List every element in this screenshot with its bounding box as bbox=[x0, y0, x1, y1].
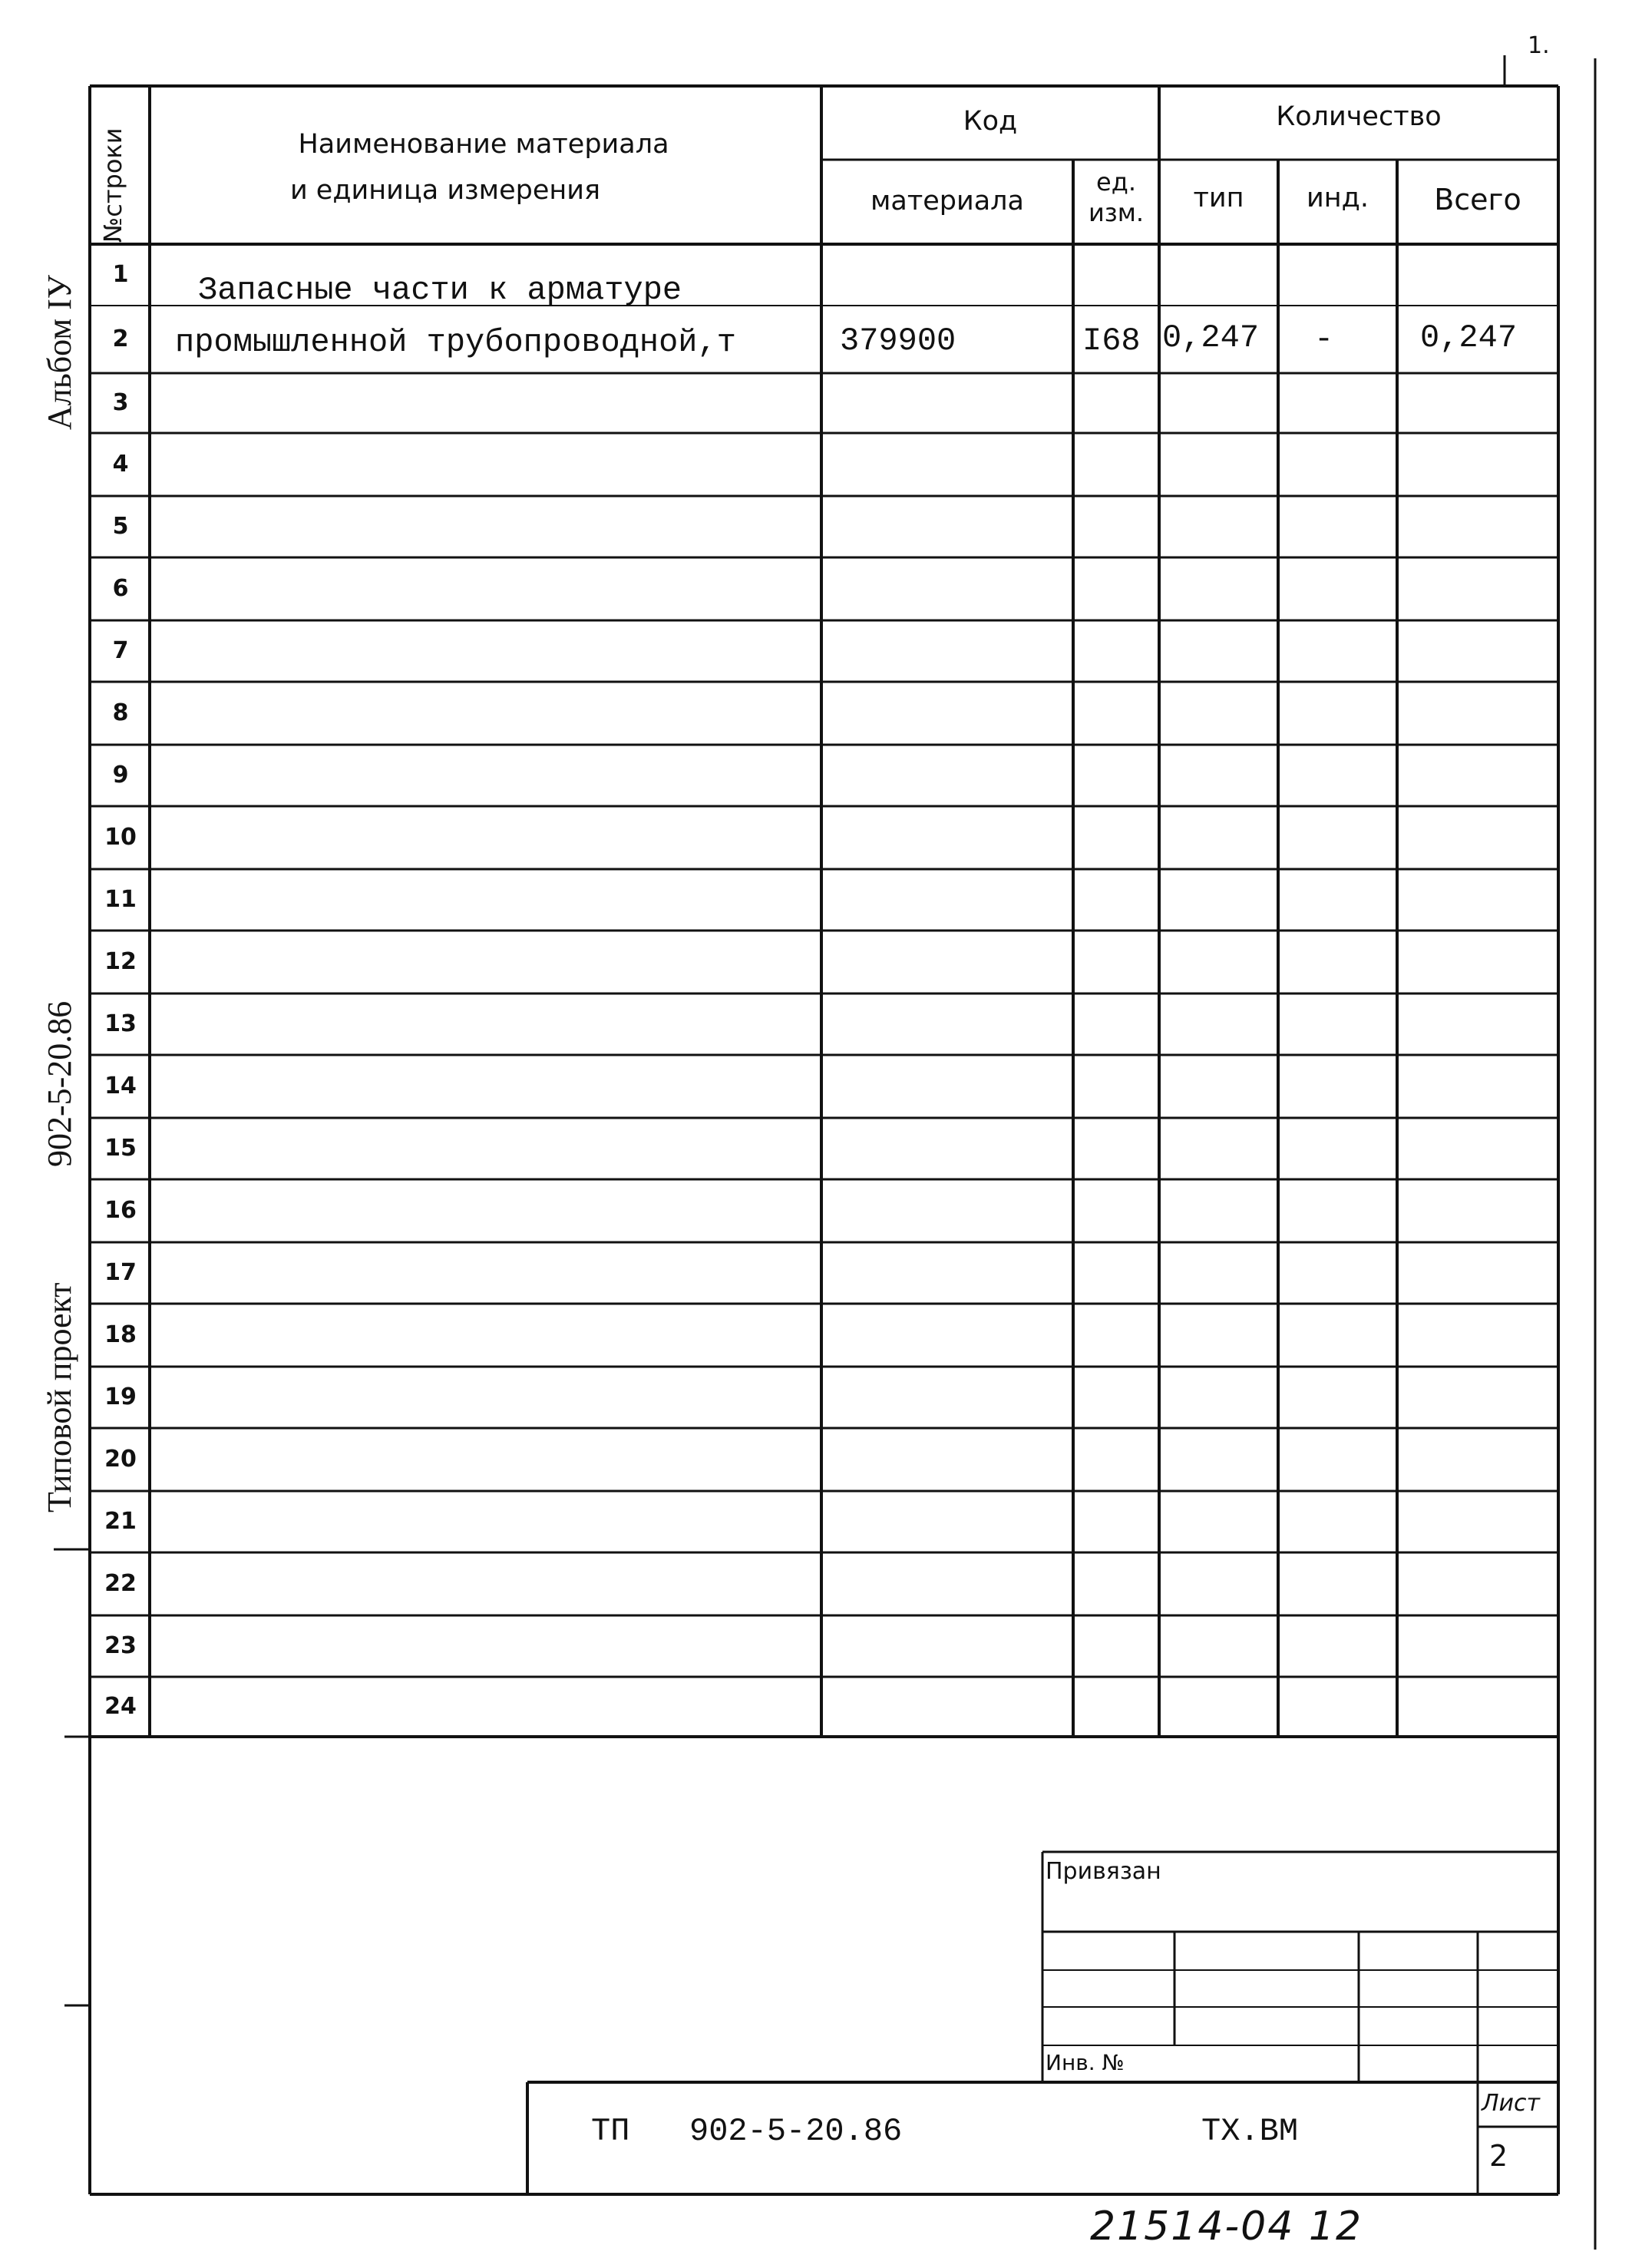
doc-mark: ТХ.ВМ bbox=[1201, 2113, 1299, 2150]
material-code-header: материала bbox=[870, 186, 1024, 217]
row-number: 19 bbox=[104, 1384, 137, 1410]
name-header-sub: и единица измерения bbox=[289, 175, 601, 206]
row-number: 12 bbox=[104, 948, 137, 975]
row-number: 13 bbox=[104, 1010, 137, 1037]
entry-total-qty: 0,247 bbox=[1420, 319, 1518, 356]
row-number: 4 bbox=[112, 451, 129, 478]
entry-name-line1: Запасные части к арматуре bbox=[198, 272, 682, 309]
row-number: 16 bbox=[104, 1197, 137, 1224]
name-header-title: Наименование материала bbox=[298, 129, 669, 160]
quantity-group-header: Количество bbox=[1276, 101, 1442, 132]
row-number: 17 bbox=[104, 1259, 137, 1286]
row-number: 11 bbox=[104, 886, 137, 913]
total-qty-header: Всего bbox=[1434, 183, 1521, 217]
unit-header-line2: изм. bbox=[1088, 198, 1145, 227]
entry-unit-code: I68 bbox=[1082, 322, 1141, 359]
row-number: 21 bbox=[104, 1508, 137, 1535]
row-number-header-text: №строки bbox=[98, 127, 127, 243]
page-mark: 1. bbox=[1528, 32, 1550, 59]
doc-prefix: ТП bbox=[591, 2113, 630, 2150]
entry-name-line2: промышленной трубопроводной,т bbox=[175, 324, 736, 361]
sheet-number: 2 bbox=[1489, 2139, 1508, 2173]
row-number: 18 bbox=[104, 1321, 137, 1348]
album-label: Альбом IУ bbox=[41, 275, 78, 430]
side-project-type: Типовой проект bbox=[41, 1282, 78, 1513]
row-number: 8 bbox=[112, 699, 129, 726]
row-number: 6 bbox=[112, 575, 129, 602]
row-number: 5 bbox=[112, 513, 129, 540]
unit-header-line1: ед. bbox=[1096, 167, 1136, 197]
row-number: 2 bbox=[112, 326, 129, 352]
row-number: 24 bbox=[104, 1693, 137, 1720]
ind-qty-header: инд. bbox=[1307, 183, 1369, 213]
entry-type-qty: 0,247 bbox=[1162, 319, 1260, 356]
code-group-header: Код bbox=[963, 106, 1018, 137]
inventory-label: Инв. № bbox=[1046, 2050, 1125, 2075]
row-number: 9 bbox=[112, 762, 129, 789]
doc-number: 902-5-20.86 bbox=[689, 2113, 903, 2150]
row-number: 20 bbox=[104, 1446, 137, 1473]
row-number: 22 bbox=[104, 1570, 137, 1597]
row-number: 7 bbox=[112, 637, 129, 664]
row-number: 1 bbox=[112, 261, 129, 288]
row-number: 3 bbox=[112, 389, 129, 416]
side-project-code: 902-5-20.86 bbox=[41, 1000, 78, 1167]
entry-ind-qty: - bbox=[1314, 321, 1334, 358]
row-number: 14 bbox=[104, 1073, 137, 1099]
row-number: 15 bbox=[104, 1135, 137, 1162]
bound-label: Привязан bbox=[1046, 1858, 1161, 1885]
type-qty-header: тип bbox=[1193, 183, 1244, 213]
sheet-label: Лист bbox=[1482, 2090, 1541, 2117]
footer-note: 21514-04 12 bbox=[1090, 2204, 1363, 2250]
row-number: 10 bbox=[104, 824, 137, 851]
row-number: 23 bbox=[104, 1632, 137, 1659]
entry-material-code: 379900 bbox=[840, 322, 956, 359]
